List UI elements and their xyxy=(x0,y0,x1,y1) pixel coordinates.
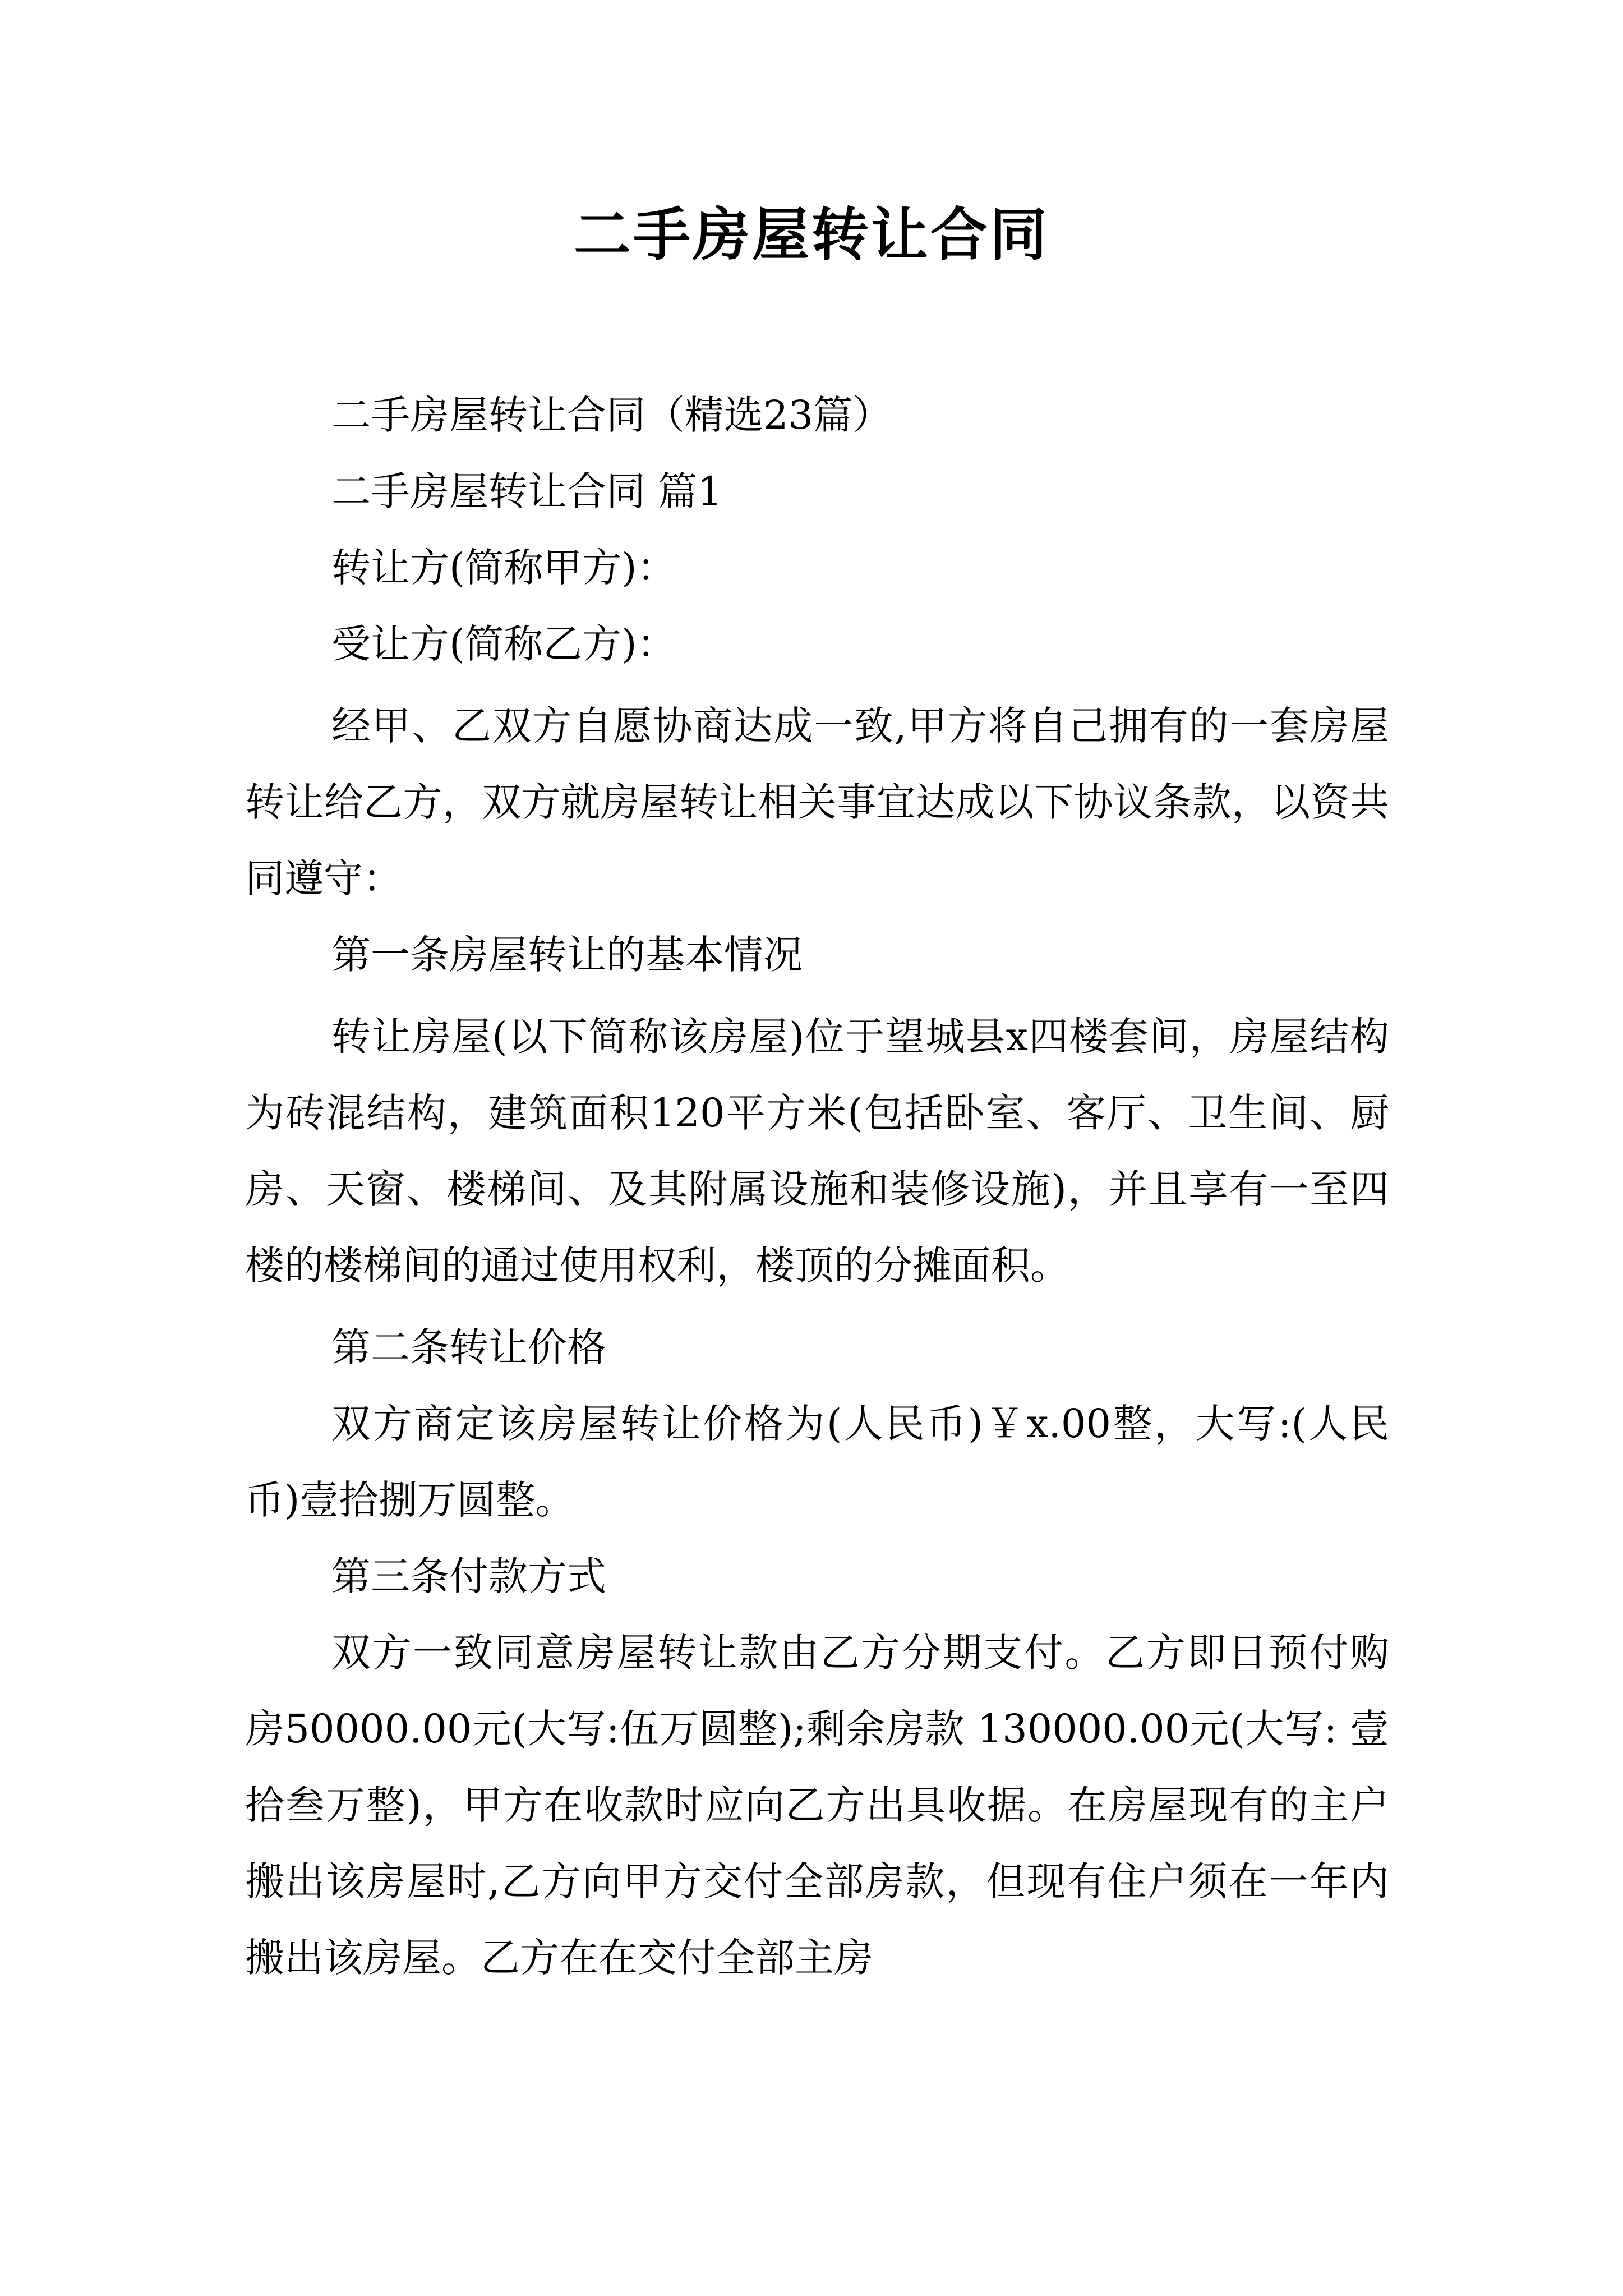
paragraph-article-1-heading: 第一条房屋转让的基本情况 xyxy=(331,932,803,978)
paragraph-article-2-heading: 第二条转让价格 xyxy=(331,1324,606,1370)
paragraph-transferee: 受让方(简称乙方)： xyxy=(331,621,676,667)
paragraph-collection-title: 二手房屋转让合同（精选23篇） xyxy=(331,392,892,438)
paragraph-preamble: 经甲、乙双方自愿协商达成一致,甲方将自己拥有的一套房屋转让给乙方，双方就房屋转让相关事宜达成以下协议条款，以资共同遵守： xyxy=(245,703,1389,901)
paragraph-article-3-body: 双方一致同意房屋转让款由乙方分期支付。乙方即日预付购房50000.00元(大写:伍万圆整);剩余房款 130000.00元(大写: 壹拾叁万整)，甲方在收款时应向乙方出具收据。在房屋现有的主户搬出该房屋时,乙方向甲方交付全部房款，但现有住户须在一年内搬出该房屋。乙方在在交付全部主房 xyxy=(245,1630,1389,1981)
document-body xyxy=(245,377,1389,1996)
paragraph-transferor: 转让方(简称甲方)： xyxy=(331,545,676,591)
document-title: 二手房屋转让合同 xyxy=(574,202,1049,269)
paragraph-section-heading: 二手房屋转让合同 篇1 xyxy=(331,468,722,514)
paragraph-article-2-body: 双方商定该房屋转让价格为(人民币)￥x.00整，大写:(人民币)壹拾捌万圆整。 xyxy=(245,1401,1389,1523)
paragraph-article-3-heading: 第三条付款方式 xyxy=(331,1553,606,1599)
paragraph-article-1-body: 转让房屋(以下简称该房屋)位于望城县x四楼套间，房屋结构为砖混结构，建筑面积120平方米(包括卧室、客厅、卫生间、厨房、天窗、楼梯间、及其附属设施和装修设施)，并且享有一至四楼的楼梯间的通过使用权利，楼顶的分摊面积。 xyxy=(245,1014,1389,1289)
